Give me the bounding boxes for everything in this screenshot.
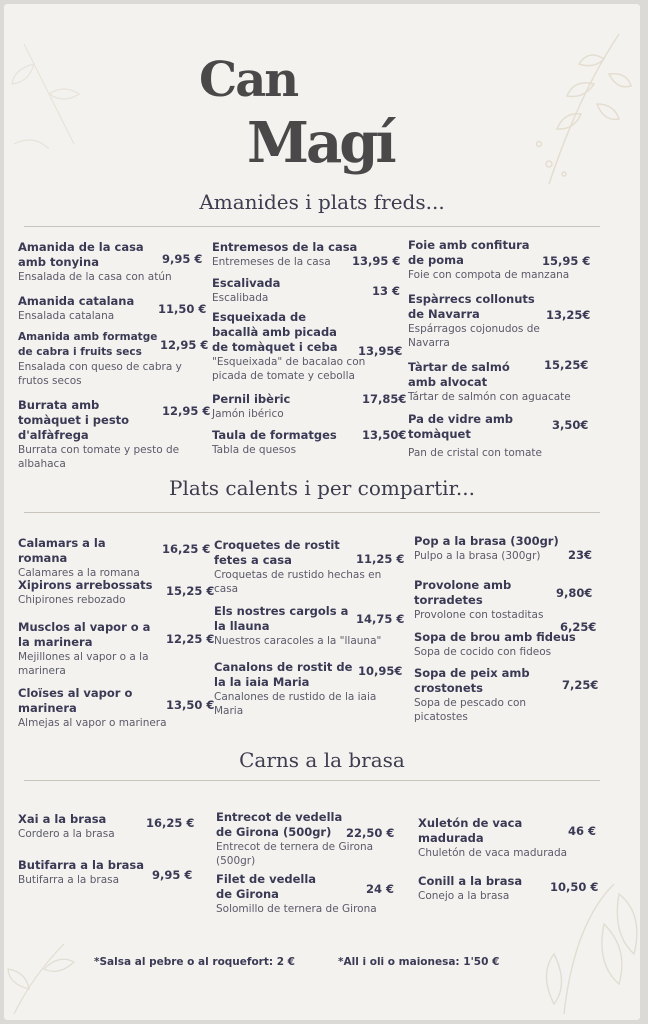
item-name: Foie amb confitura de poma [408,238,530,267]
item-price: 22,50 € [346,826,395,840]
item-price: 13 € [372,284,401,298]
item-name: Els nostres cargols a la llauna [214,604,349,633]
item-description: Burrata con tomate y pesto de albahaca [18,444,180,470]
menu-item [18,330,208,388]
item-price: 12,95 € [162,404,211,418]
menu-item [212,392,407,421]
item-price: 9,80€ [556,586,593,600]
item-description: Entrecot de ternera de Girona (500gr) [216,841,374,867]
item-name: Entrecot de vedella de Girona (500gr) [216,810,343,839]
leaf-decoration-top-left-icon [4,24,114,164]
item-price: 14,75 € [356,612,405,626]
item-description: Nuestros caracoles a la "llauna" [214,635,382,647]
item-price: 17,85€ [362,392,407,406]
item-price: 10,95€ [358,664,403,678]
item-name: Canalons de rostit de la la iaia Maria [214,660,353,689]
item-name: Esqueixada de bacallà amb picada de tomàquet i ceba [212,310,338,354]
item-description: Foie con compota de manzana [408,269,570,281]
menu-item [214,538,404,596]
item-price: 6,25€ [560,620,597,634]
menu-item [418,816,608,860]
item-name: Xai a la brasa [18,812,107,826]
item-price: 9,95 € [152,868,193,882]
item-name: Conill a la brasa [418,874,523,888]
menu-item [214,604,404,648]
item-description: Entremeses de la casa [212,256,331,268]
item-description: Conejo a la brasa [418,890,510,902]
item-description: Pulpo a la brasa (300gr) [414,550,541,562]
item-name: Provolone amb torradetes [414,578,512,607]
item-price: 11,25 € [356,552,405,566]
item-price: 13,25€ [546,308,591,322]
section-title-hot: Plats calents i per compartir... [168,476,475,500]
leaf-decoration-top-right-icon [509,24,639,194]
item-description: Canalones de rustido de la iaia Maria [214,691,377,717]
item-price: 13,50€ [362,428,407,442]
item-price: 23€ [568,548,593,562]
menu-item [408,292,608,350]
item-price: 46 € [568,824,597,838]
item-name: Musclos al vapor o a la marinera [18,620,151,649]
item-description: Croquetas de rustido hechas en casa [214,569,382,595]
menu-item [414,666,604,724]
item-description: Jamón ibérico [212,408,284,420]
item-description: Pan de cristal con tomate [408,447,543,459]
item-price: 10,50 € [550,880,599,894]
menu-item [408,238,608,282]
item-description: "Esqueixada" de bacalao con picada de tomate y cebolla [212,356,366,382]
item-name: Pa de vidre amb tomàquet [408,412,514,441]
item-name: Burrata amb tomàquet i pesto d'alfàfrega [18,398,130,442]
item-price: 7,25€ [562,678,599,692]
item-description: Calamares a la romana [18,567,140,579]
menu-item [18,620,215,678]
item-price: 12,95 € [160,338,209,352]
menu-page [4,4,640,1020]
logo-line-1: Can [199,52,298,108]
item-price: 16,25 € [162,542,211,556]
menu-item [408,412,608,460]
item-price: 9,95 € [162,252,203,266]
menu-item [18,294,208,323]
item-name: Sopa de peix amb crostonets [414,666,530,695]
item-price: 3,50€ [552,418,589,432]
item-description: Sopa de cocido con fideos [414,646,552,658]
item-description: Ensalada catalana [18,310,115,322]
item-description: Solomillo de ternera de Girona [216,903,377,915]
item-description: Provolone con tostaditas [414,609,544,621]
menu-item [214,660,404,718]
menu-item [18,578,215,607]
menu-item [18,398,211,471]
item-name: Xuletón de vaca madurada [418,816,523,845]
item-name: Espàrrecs collonuts de Navarra [408,292,535,321]
item-price: 24 € [366,882,395,896]
item-name: Xipirons arrebossats [18,578,153,592]
item-name: Pernil ibèric [212,392,291,406]
item-name: Amanida de la casa amb tonyina [18,240,144,269]
section-title-cold: Amanides i plats freds... [199,190,445,214]
footer-sauce-note: *Salsa al pebre o al roquefort: 2 € [94,956,295,968]
item-price: 13,95 € [352,254,401,268]
item-price: 11,50 € [158,302,207,316]
item-description: Chuletón de vaca madurada [418,847,568,859]
item-name: Pop a la brasa (300gr) [414,534,559,548]
item-price: 12,25 € [166,632,215,646]
item-description: Escalibada [212,292,269,304]
item-price: 13,50 € [166,698,215,712]
item-name: Amanida amb formatge de cabra i fruits secs [18,331,158,358]
item-price: 16,25 € [146,816,195,830]
item-name: Amanida catalana [18,294,135,308]
item-description: Cordero a la brasa [18,828,115,840]
menu-item [212,310,402,383]
item-name: Taula de formatges [212,428,337,442]
menu-item [414,534,604,563]
item-description: Tabla de quesos [212,444,297,456]
menu-item [414,578,604,622]
menu-item [18,812,208,841]
item-description: Butifarra a la brasa [18,874,120,886]
menu-item [18,536,211,580]
item-name: Filet de vedella de Girona [216,872,317,901]
leaf-decoration-bottom-left-icon [4,934,84,1020]
item-description: Ensalada de la casa con atún [18,271,172,283]
item-price: 15,25 € [166,584,215,598]
item-description: Almejas al vapor o marinera [18,717,167,729]
menu-item [18,240,208,284]
menu-item [408,360,608,404]
menu-item [18,858,208,887]
footer-aioli-note: *All i oli o maionesa: 1'50 € [338,956,500,968]
item-name: Sopa de brou amb fideus [414,630,576,644]
item-price: 15,25€ [544,358,589,372]
menu-item [212,240,402,269]
restaurant-logo [199,52,399,182]
menu-item [212,428,407,457]
menu-item [216,872,406,916]
section-divider [24,226,600,227]
item-description: Chipirones rebozado [18,594,126,606]
menu-item [18,686,215,730]
item-name: Escalivada [212,276,281,290]
logo-line-2: Magí [247,110,394,176]
item-description: Espárragos cojonudos de Navarra [408,323,540,349]
item-description: Mejillones al vapor o a la marinera [18,651,149,677]
menu-item [414,620,604,659]
item-description: Sopa de pescado con picatostes [414,697,527,723]
item-price: 15,95 € [542,254,591,268]
menu-item [216,810,406,868]
section-title-grill: Carns a la brasa [239,748,405,772]
menu-item [212,276,402,305]
menu-item [418,874,608,903]
item-price: 13,95€ [358,344,403,358]
item-description: Tártar de salmón con aguacate [408,391,571,403]
item-name: Calamars a la romana [18,536,106,565]
item-name: Tàrtar de salmó amb alvocat [408,360,510,389]
item-name: Entremesos de la casa [212,240,358,254]
section-divider [24,512,600,513]
item-name: Croquetes de rostit fetes a casa [214,538,340,567]
item-name: Cloïses al vapor o marinera [18,686,133,715]
item-description: Ensalada con queso de cabra y frutos secos [18,361,182,387]
section-divider [24,780,600,781]
item-name: Butifarra a la brasa [18,858,145,872]
